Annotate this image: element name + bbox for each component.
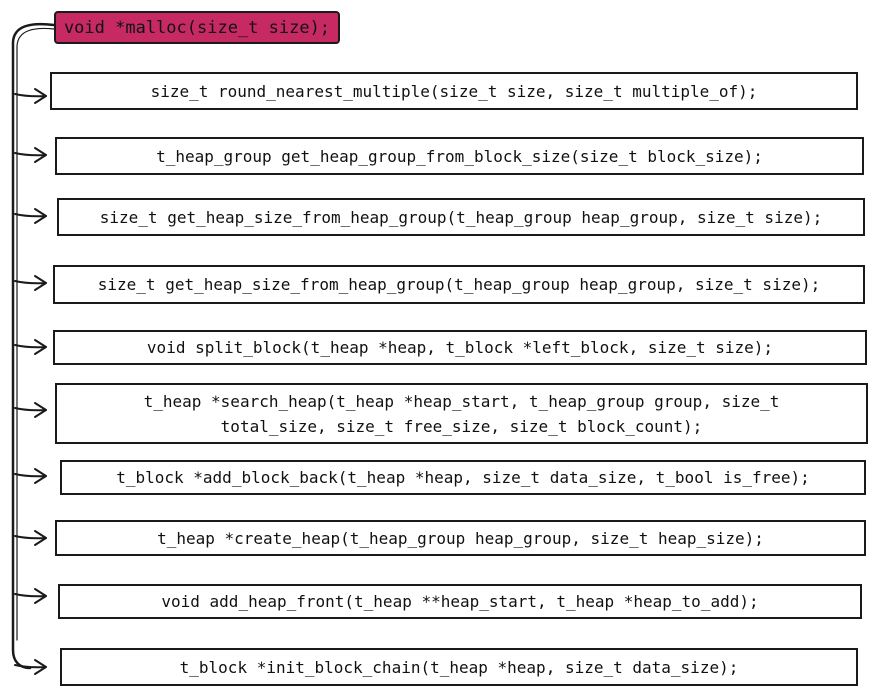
function-label: t_block *add_block_back(t_heap *heap, size_t data_size, t_bool is_free);: [116, 468, 810, 487]
function-label: t_heap *search_heap(t_heap *heap_start, t_heap_group group, size_t total_size, size_t free_size, size_t block_count);: [143, 391, 780, 436]
function-box-search-heap: [55, 383, 868, 444]
function-box-add-heap-front: [58, 584, 862, 619]
branch-line: [15, 153, 46, 155]
function-box-split-block: [53, 330, 867, 365]
root-function-box: [54, 11, 340, 44]
trunk-line-double: [17, 28, 54, 640]
function-box-get-heap-size-1: [57, 198, 865, 236]
branch-line: [15, 408, 46, 410]
branch-line: [15, 474, 46, 476]
function-label: t_heap *create_heap(t_heap_group heap_group, size_t heap_size);: [157, 528, 764, 548]
branch-line: [15, 94, 46, 96]
function-label: t_heap_group get_heap_group_from_block_size(size_t block_size);: [156, 146, 763, 166]
root-function-label: void *malloc(size_t size);: [63, 17, 331, 38]
function-box-get-heap-group: [55, 137, 864, 175]
function-label: t_block *init_block_chain(t_heap *heap, size_t data_size);: [179, 657, 739, 677]
branch-line: [15, 536, 46, 538]
branch-line: [15, 665, 46, 667]
function-box-add-block-back: [60, 460, 866, 495]
function-label: size_t round_nearest_multiple(size_t size, size_t multiple_of);: [150, 81, 758, 101]
function-label: void add_heap_front(t_heap **heap_start, t_heap *heap_to_add);: [161, 592, 759, 611]
function-box-round-nearest-multiple: [50, 72, 858, 110]
branch-line: [15, 214, 46, 216]
function-label: void split_block(t_heap *heap, t_block *left_block, size_t size);: [146, 338, 774, 357]
branch-line: [15, 594, 46, 596]
function-label: size_t get_heap_size_from_heap_group(t_heap_group heap_group, size_t size);: [99, 207, 823, 227]
function-box-get-heap-size-2: [53, 265, 865, 304]
branch-line: [15, 281, 46, 283]
function-box-create-heap: [55, 520, 866, 556]
branch-line: [15, 345, 46, 347]
function-label: size_t get_heap_size_from_heap_group(t_heap_group heap_group, size_t size);: [97, 275, 821, 294]
function-box-init-block-chain: [60, 648, 858, 686]
